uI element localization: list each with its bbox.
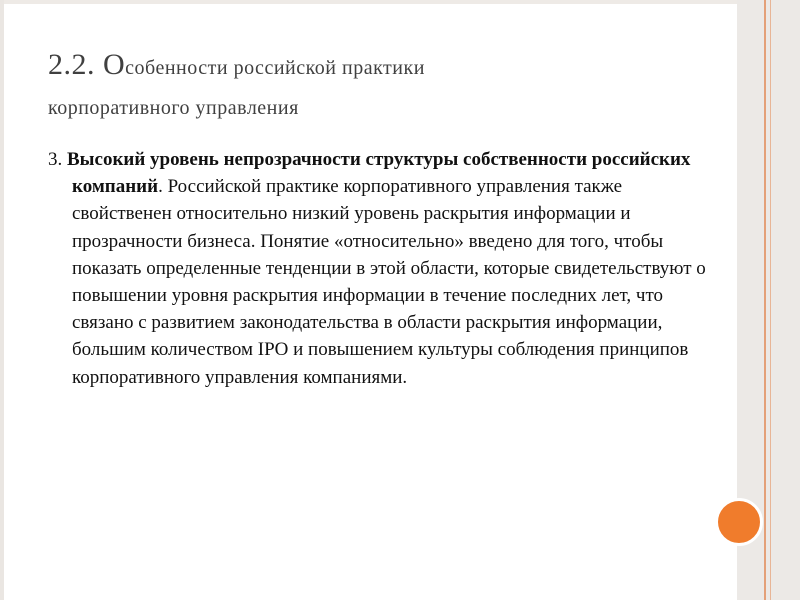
right-decorative-line-thin: [770, 0, 771, 600]
top-border: [0, 0, 800, 4]
title-capital: О: [103, 48, 126, 81]
accent-circle: [715, 498, 763, 546]
paragraph-number: 3.: [48, 149, 67, 170]
left-border: [0, 0, 4, 600]
slide-body: [48, 146, 708, 391]
title-number: 2.2.: [48, 48, 103, 81]
right-decorative-line: [764, 0, 766, 600]
title-line-1-text: собенности российской практики: [125, 57, 425, 79]
paragraph: [48, 146, 708, 391]
title-line-2: корпоративного управления: [48, 97, 299, 119]
paragraph-bold-heading: Высокий уровень непрозрачности структуры собственности российских компаний: [67, 149, 691, 198]
paragraph-text: . Российской практике корпоративного управления также свойственен относительно низкий уровень раскрытия информации и прозрачности бизнеса. Понятие «относительно» введено для того, чтобы показать определенные тенденции в этой области, которые свидетельствуют о повышении уровня раскрытия информации в течение последних лет, что связано с развитием законодательства в области раскрытия информации, большим количеством IPO и повышением культуры соблюдения принципов корпоративного управления компаниями.: [72, 176, 706, 388]
title-line-1: [48, 45, 728, 88]
slide-title: [48, 45, 728, 124]
